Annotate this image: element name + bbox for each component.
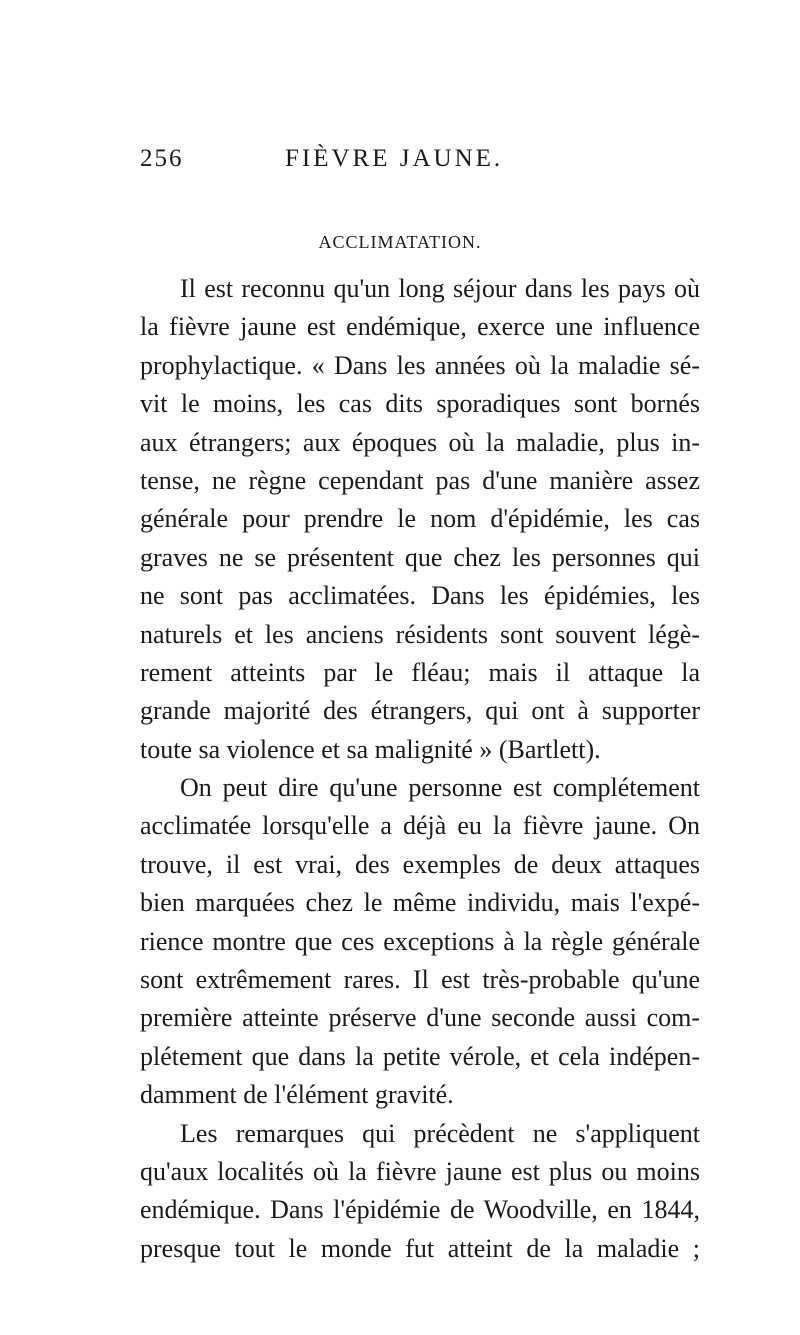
text-line: qu'aux localités où la fièvre jaune est plus ou moins [140, 1156, 700, 1186]
text-line: acclimatée lorsqu'elle a déjà eu la fièvre jaune. On [140, 811, 700, 841]
text-line: graves ne se présentent que chez les personnes qui [140, 542, 700, 572]
text-line: grande majorité des étrangers, qui ont à supporter [140, 696, 700, 726]
text-line: trouve, il est vrai, des exemples de deux attaques [140, 849, 700, 879]
text-line: générale pour prendre le nom d'épidémie, les cas [140, 504, 700, 534]
running-head [140, 145, 700, 185]
text-line: sont extrêmement rares. Il est très-probable qu'une [140, 965, 700, 995]
text-line: plétement que dans la petite vérole, et cela indépen- [140, 1041, 700, 1071]
section-title: ACCLIMATATION. [318, 232, 482, 252]
text-line: vit le moins, les cas dits sporadiques sont bornés [140, 389, 700, 419]
text-line: Il est reconnu qu'un long séjour dans les pays où [180, 274, 700, 303]
text-line: prophylactique. « Dans les années où la maladie sé- [140, 350, 700, 380]
page-number: 256 [140, 145, 184, 172]
text-line: bien marquées chez le même individu, mais l'expé- [140, 888, 700, 918]
text-line: tense, ne règne cependant pas d'une manière assez [140, 465, 700, 495]
text-line: naturels et les anciens résidents sont souvent légè- [140, 619, 700, 649]
text-line: rement atteints par le fléau; mais il attaque la [140, 657, 700, 687]
text-line: première atteinte préserve d'une seconde aussi com- [140, 1003, 700, 1033]
text-line: damment de l'élément gravité. [140, 1080, 454, 1110]
text-line: On peut dire qu'une personne est complétement [180, 773, 700, 803]
text-line: presque tout le monde fut atteint de la maladie ; [140, 1233, 700, 1263]
body-text [140, 270, 700, 1268]
running-title: FIÈVRE JAUNE. [285, 145, 504, 172]
text-line: la fièvre jaune est endémique, exerce une influence [140, 312, 700, 342]
text-line: endémique. Dans l'épidémie de Woodville, en 1844, [140, 1195, 700, 1225]
text-line: Les remarques qui précèdent ne s'appliquent [180, 1118, 700, 1148]
text-line: toute sa violence et sa malignité » (Bartlett). [140, 734, 601, 764]
text-line: rience montre que ces exceptions à la règle générale [140, 926, 700, 956]
text-line: ne sont pas acclimatées. Dans les épidémies, les [140, 581, 700, 611]
text-line: aux étrangers; aux époques où la maladie, plus in- [140, 427, 700, 457]
